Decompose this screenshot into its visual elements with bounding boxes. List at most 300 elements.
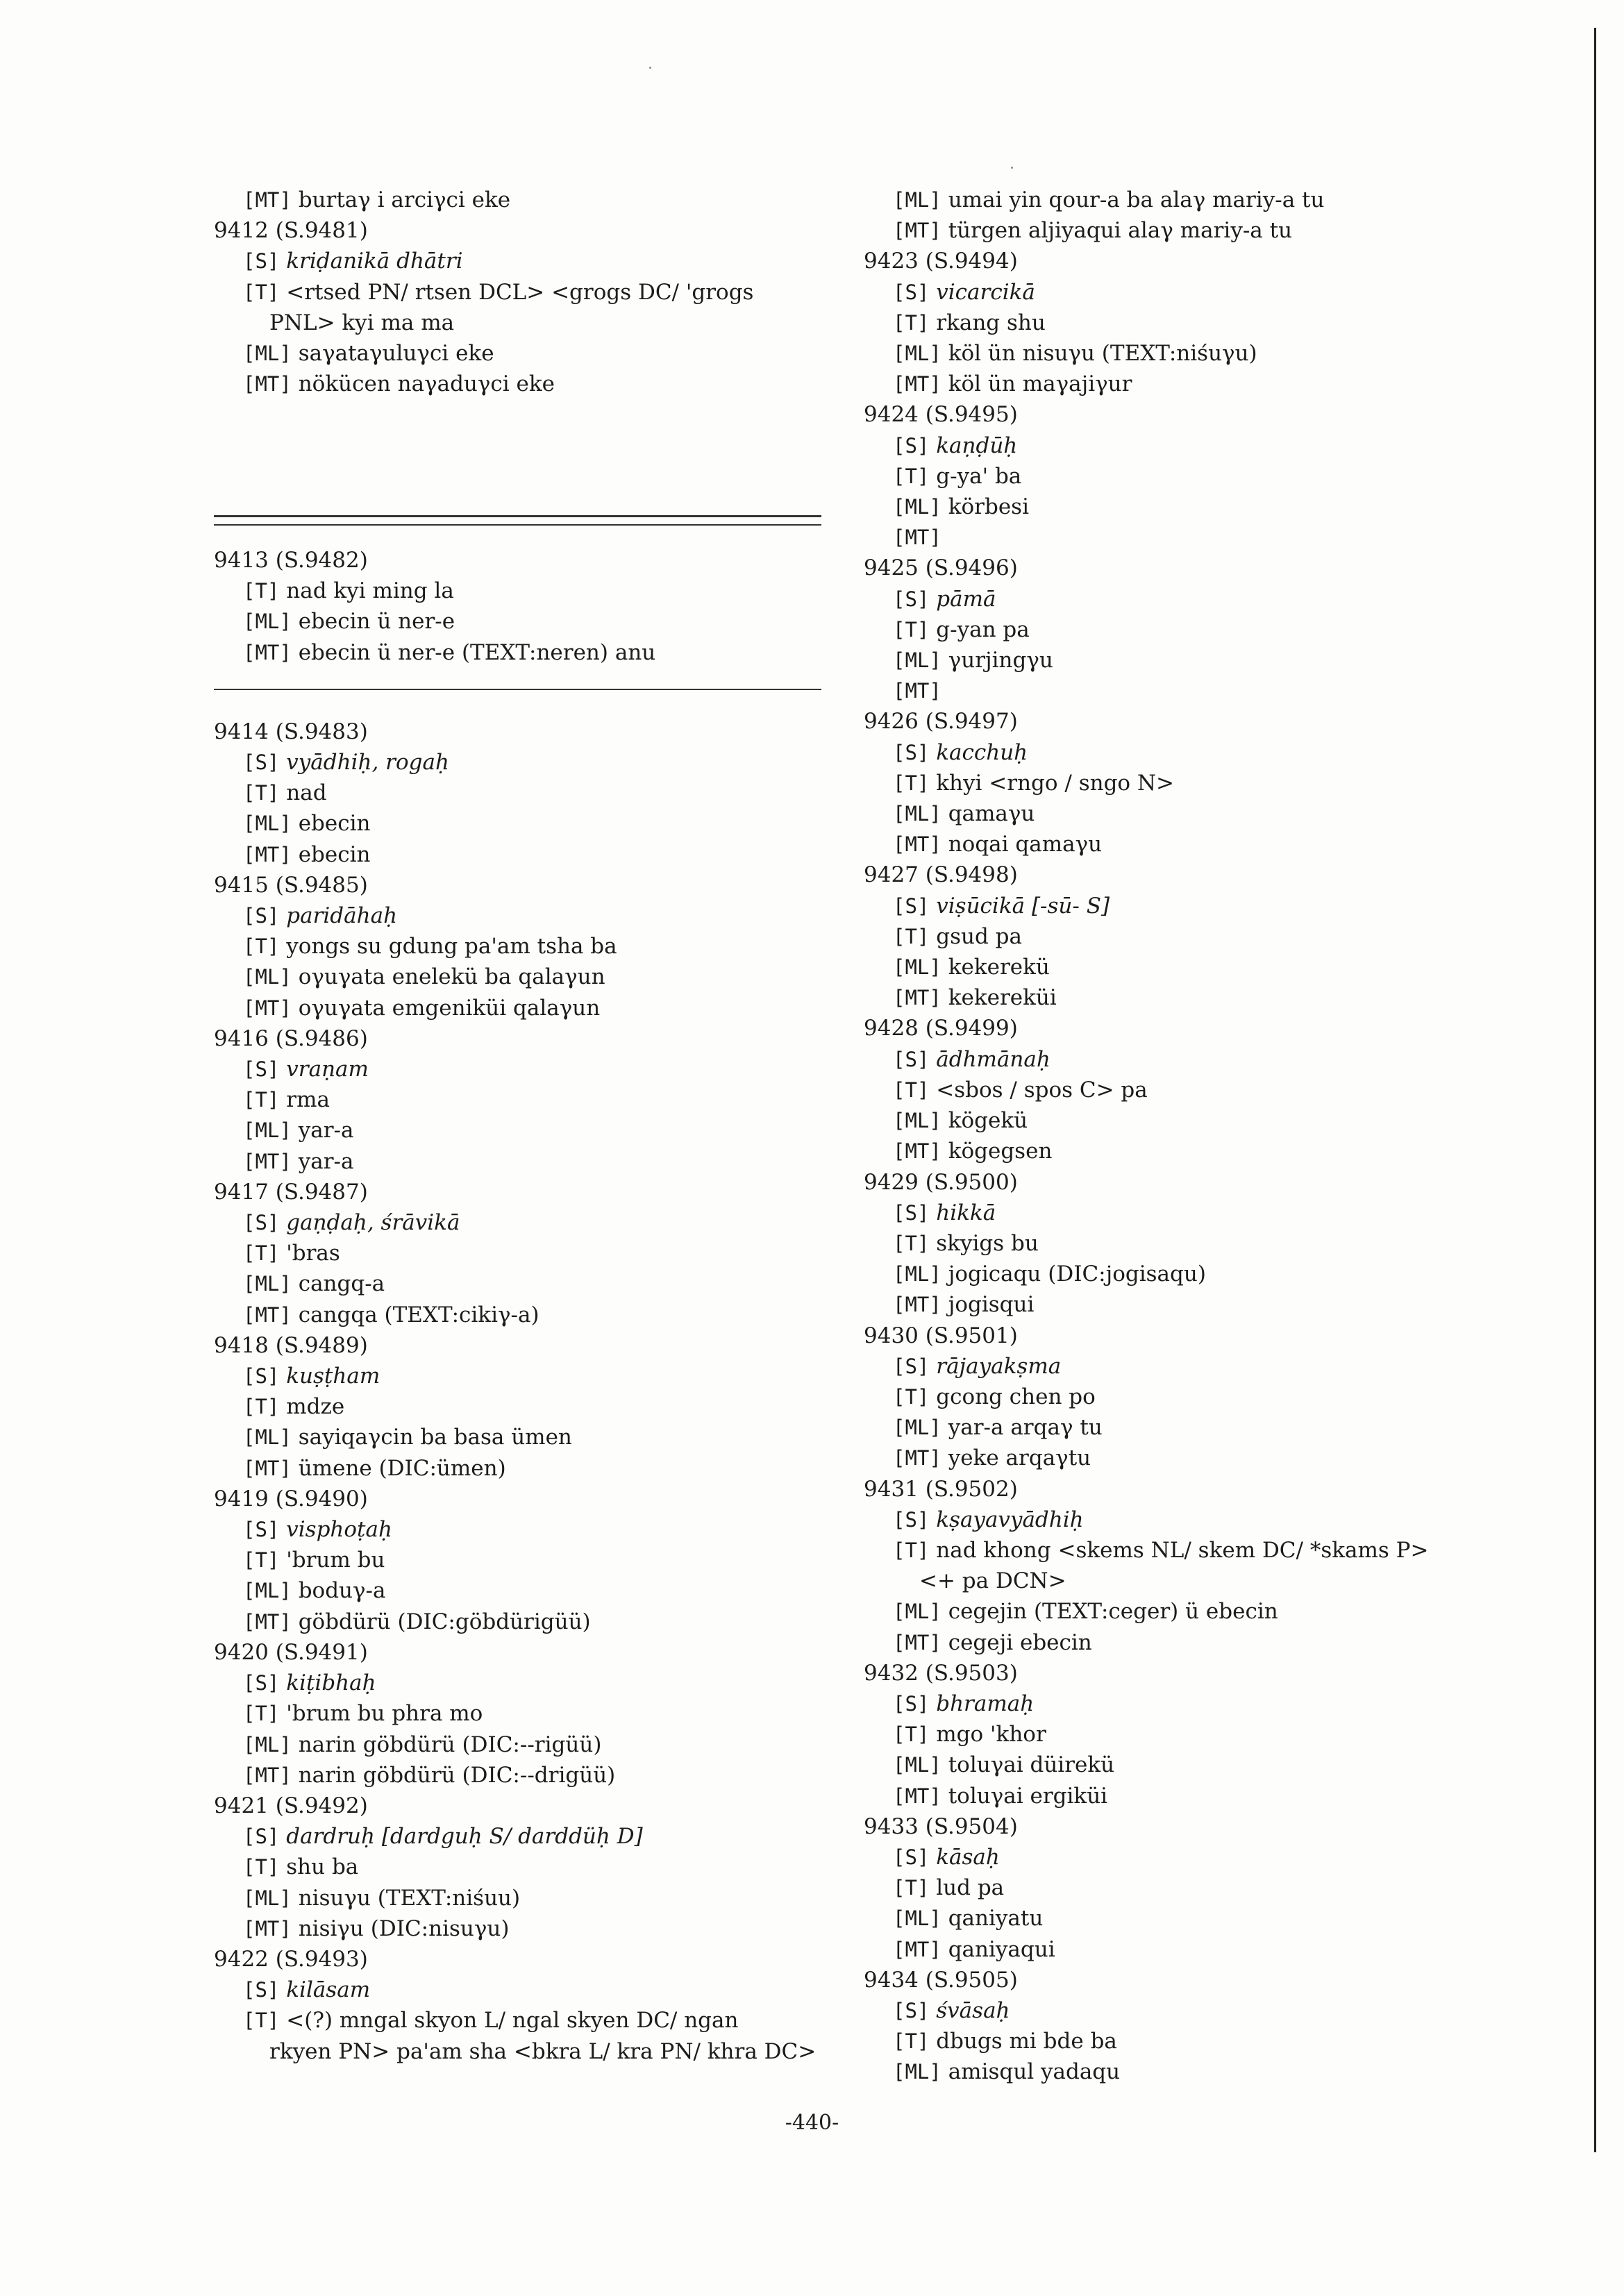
entry-line bbox=[214, 1760, 825, 1791]
entry-text: saγataγuluγci eke bbox=[298, 341, 494, 367]
single-rule bbox=[214, 689, 821, 690]
language-tag: [ML] bbox=[243, 965, 292, 989]
entry-line bbox=[214, 2036, 825, 2067]
language-tag: [S] bbox=[893, 433, 930, 458]
entry-text: yar-a bbox=[298, 1118, 354, 1143]
language-tag: [T] bbox=[243, 1088, 280, 1112]
entry-text: 9416 (S.9486) bbox=[214, 1025, 368, 1051]
language-tag: [MT] bbox=[243, 1456, 292, 1480]
entry-number bbox=[864, 1811, 1502, 1842]
entry-text: 9419 (S.9490) bbox=[214, 1486, 368, 1511]
entry-text: vyādhiḥ, rogaḥ bbox=[286, 750, 449, 775]
entry-line bbox=[214, 246, 825, 276]
entry-text: <rtsed PN/ rtsen DCL> <grogs DC/ 'grogs bbox=[286, 279, 754, 305]
entry-text: oγuγata emgeniküi qalaγun bbox=[298, 995, 601, 1021]
entry-text: <sbos / spos C> pa bbox=[936, 1077, 1148, 1103]
entry-text: kuṣṭham bbox=[286, 1364, 380, 1389]
entry-line bbox=[864, 430, 1502, 461]
language-tag: [ML] bbox=[893, 1416, 941, 1440]
language-tag: [T] bbox=[243, 781, 280, 805]
language-tag: [ML] bbox=[243, 1272, 292, 1296]
language-tag: [ML] bbox=[243, 610, 292, 634]
entry-line bbox=[864, 2056, 1502, 2087]
entry-number bbox=[214, 1484, 825, 1514]
entry-text: cegeji ebecin bbox=[948, 1629, 1092, 1655]
entry-line bbox=[864, 1995, 1502, 2026]
entry-text: kilāsam bbox=[286, 1977, 371, 2003]
entry-text: g-yan pa bbox=[936, 617, 1030, 642]
blank-line bbox=[214, 399, 825, 430]
entry-line bbox=[214, 1668, 825, 1698]
entry-line bbox=[214, 1300, 825, 1330]
entry-line bbox=[214, 1238, 825, 1268]
language-tag: [ML] bbox=[893, 1907, 941, 1931]
entry-line bbox=[214, 1084, 825, 1115]
entry-text: yar-a arqaγ tu bbox=[948, 1415, 1103, 1441]
language-tag: [S] bbox=[893, 1200, 930, 1225]
entry-line bbox=[864, 645, 1502, 676]
entry-text: sayiqaγcin ba basa ümen bbox=[298, 1425, 572, 1450]
blank-line bbox=[214, 461, 825, 492]
entry-text: ebecin bbox=[298, 841, 371, 867]
entry-text: qaniyatu bbox=[948, 1906, 1044, 1932]
entry-text: shu ba bbox=[286, 1854, 359, 1880]
entry-line bbox=[214, 1975, 825, 2005]
entry-line bbox=[214, 1913, 825, 1944]
entry-number bbox=[214, 215, 825, 246]
entry-line bbox=[864, 1535, 1502, 1566]
language-tag: [ML] bbox=[893, 342, 941, 366]
language-tag: [MT] bbox=[243, 1149, 292, 1173]
entry-text: pāmā bbox=[936, 586, 996, 612]
entry-text: 'brum bu phra mo bbox=[286, 1701, 483, 1727]
entry-text: 9431 (S.9502) bbox=[864, 1476, 1018, 1502]
entry-text: toluγai ergiküi bbox=[948, 1783, 1108, 1809]
entry-line bbox=[864, 1351, 1502, 1382]
entry-text: 9434 (S.9505) bbox=[864, 1967, 1018, 1993]
entry-text: 9424 (S.9495) bbox=[864, 402, 1018, 428]
entry-text: nad kyi ming la bbox=[286, 578, 454, 604]
language-tag: [ML] bbox=[893, 1262, 941, 1287]
entry-number bbox=[864, 860, 1502, 890]
entry-text: rkyen PN> pa'am sha <bkra L/ kra PN/ khra DC> bbox=[269, 2038, 817, 2064]
entry-number bbox=[214, 1791, 825, 1821]
entry-line bbox=[864, 1719, 1502, 1750]
entry-text: amisqul yadaqu bbox=[948, 2059, 1121, 2085]
entry-text: 9415 (S.9485) bbox=[214, 872, 368, 898]
entry-number bbox=[864, 1167, 1502, 1198]
language-tag: [ML] bbox=[243, 1118, 292, 1143]
entry-line bbox=[864, 798, 1502, 829]
language-tag: [T] bbox=[243, 1548, 280, 1573]
entry-line bbox=[214, 931, 825, 962]
entry-line bbox=[864, 1412, 1502, 1443]
language-tag: [T] bbox=[893, 1876, 930, 1900]
entry-text: g-ya' ba bbox=[936, 463, 1022, 489]
entry-number bbox=[214, 870, 825, 900]
entry-text: 9414 (S.9483) bbox=[214, 719, 368, 744]
entry-line bbox=[214, 2005, 825, 2036]
scan-speck bbox=[1011, 167, 1013, 169]
entry-text: kekerekü bbox=[948, 955, 1050, 980]
entry-text: körbesi bbox=[948, 494, 1029, 520]
entry-line bbox=[214, 1146, 825, 1177]
language-tag: [S] bbox=[243, 904, 280, 928]
entry-text: umai yin qour-a ba alaγ mariy-a tu bbox=[948, 187, 1325, 212]
language-tag: [S] bbox=[243, 1518, 280, 1542]
entry-line bbox=[864, 1382, 1502, 1412]
entry-number bbox=[864, 1658, 1502, 1689]
entry-line bbox=[214, 993, 825, 1023]
language-tag: [ML] bbox=[893, 1600, 941, 1624]
entry-text: śvāsaḥ bbox=[936, 1997, 1010, 2023]
language-tag: [S] bbox=[243, 249, 280, 274]
entry-text: 9417 (S.9487) bbox=[214, 1179, 368, 1205]
entry-line bbox=[864, 952, 1502, 982]
entry-line bbox=[214, 576, 825, 606]
entry-text: türgen aljiyaqui alaγ mariy-a tu bbox=[948, 218, 1293, 244]
language-tag: [S] bbox=[243, 1978, 280, 2002]
language-tag: [MT] bbox=[893, 1446, 941, 1470]
page-number: -440- bbox=[785, 2111, 839, 2135]
entry-text: nöküсen naγaduγci eke bbox=[298, 371, 555, 397]
right-column bbox=[864, 185, 1502, 2088]
language-tag: [T] bbox=[243, 1855, 280, 1879]
entry-line bbox=[214, 1453, 825, 1484]
language-tag: [MT] bbox=[243, 1302, 292, 1327]
entry-text: 9429 (S.9500) bbox=[864, 1169, 1018, 1195]
entry-text: dbugs mi bde ba bbox=[936, 2029, 1117, 2054]
entry-number bbox=[214, 717, 825, 747]
entry-number bbox=[214, 1637, 825, 1668]
entry-text: rkang shu bbox=[936, 310, 1046, 335]
entry-line bbox=[214, 1821, 825, 1852]
entry-text: köl ün nisuγu (TEXT:niśuγu) bbox=[948, 341, 1257, 367]
entry-line bbox=[864, 492, 1502, 522]
entry-text: nisuγu (TEXT:niśuu) bbox=[298, 1885, 521, 1911]
language-tag: [ML] bbox=[893, 802, 941, 826]
entry-text: 9420 (S.9491) bbox=[214, 1639, 368, 1665]
entry-number bbox=[864, 1013, 1502, 1044]
entry-text: 9432 (S.9503) bbox=[864, 1660, 1018, 1686]
language-tag: [MT] bbox=[243, 1916, 292, 1941]
entry-text: oγuγata enelekü ba qalaγun bbox=[298, 964, 605, 990]
language-tag: [S] bbox=[243, 1211, 280, 1235]
language-tag: [ML] bbox=[893, 188, 941, 212]
entry-line bbox=[864, 1596, 1502, 1627]
entry-number bbox=[864, 1321, 1502, 1351]
entry-text: <(?) mngal skyon L/ ngal skyen DC/ ngan bbox=[286, 2008, 739, 2034]
language-tag: [ML] bbox=[243, 1732, 292, 1757]
language-tag: [T] bbox=[893, 924, 930, 948]
language-tag: [ML] bbox=[893, 648, 941, 673]
entry-line bbox=[214, 185, 825, 215]
entry-text: khyi <rngo / sngo N> bbox=[936, 770, 1175, 796]
entry-line bbox=[214, 1422, 825, 1452]
entry-line bbox=[864, 1566, 1502, 1596]
entry-text: cegejin (TEXT:ceger) ü ebecin bbox=[948, 1599, 1278, 1625]
entry-text: jogicaqu (DIC:jogisaqu) bbox=[948, 1262, 1206, 1287]
language-tag: [T] bbox=[243, 1241, 280, 1266]
entry-text: mgo 'khor bbox=[936, 1722, 1046, 1748]
language-tag: [MT] bbox=[893, 219, 941, 243]
entry-line bbox=[864, 1627, 1502, 1658]
entry-text: burtaγ i arciγci eke bbox=[298, 187, 511, 212]
entry-text: vicarcikā bbox=[936, 279, 1035, 305]
language-tag: [MT] bbox=[243, 188, 292, 212]
entry-line bbox=[214, 1054, 825, 1084]
blank-line bbox=[214, 430, 825, 461]
language-tag: [MT] bbox=[243, 996, 292, 1020]
entry-line bbox=[214, 839, 825, 870]
language-tag: [T] bbox=[243, 280, 280, 304]
left-column bbox=[214, 185, 825, 2067]
language-tag: [MT] bbox=[893, 526, 941, 550]
entry-text: ādhmānaḥ bbox=[936, 1046, 1050, 1072]
language-tag: [S] bbox=[893, 1691, 930, 1716]
entry-text: köl ün maγajiγur bbox=[948, 371, 1132, 397]
entry-text: nad bbox=[286, 780, 327, 806]
language-tag: [S] bbox=[893, 894, 930, 918]
language-tag: [T] bbox=[893, 1538, 930, 1562]
language-tag: [ML] bbox=[243, 1886, 292, 1910]
entry-line bbox=[214, 1514, 825, 1545]
language-tag: [MT] bbox=[893, 1293, 941, 1317]
language-tag: [S] bbox=[243, 1671, 280, 1695]
entry-text: kögekü bbox=[948, 1108, 1028, 1134]
entry-line bbox=[214, 1207, 825, 1238]
entry-text: yeke arqaγtu bbox=[948, 1446, 1091, 1471]
entry-text: kekereküi bbox=[948, 985, 1057, 1011]
entry-line bbox=[214, 962, 825, 992]
language-tag: [T] bbox=[893, 464, 930, 488]
entry-number bbox=[214, 1177, 825, 1207]
entry-line bbox=[864, 2026, 1502, 2056]
entry-line bbox=[214, 1391, 825, 1422]
language-tag: [S] bbox=[243, 751, 280, 774]
entry-number bbox=[864, 1474, 1502, 1505]
entry-text: kiṭibhaḥ bbox=[286, 1670, 376, 1696]
entry-line bbox=[214, 308, 825, 338]
entry-text: ebecin ü ner-e bbox=[298, 609, 455, 635]
entry-line bbox=[214, 1575, 825, 1606]
entry-line bbox=[864, 308, 1502, 338]
entry-text: gcong chen po bbox=[936, 1384, 1096, 1409]
entry-text: cangqa (TEXT:cikiγ-a) bbox=[298, 1302, 539, 1327]
entry-text: 9433 (S.9504) bbox=[864, 1813, 1018, 1839]
entry-text: bhramaḥ bbox=[936, 1691, 1035, 1716]
entry-text: rma bbox=[286, 1087, 330, 1113]
entry-text: kāsaḥ bbox=[936, 1844, 1000, 1870]
double-rule bbox=[214, 515, 821, 526]
entry-line bbox=[864, 1903, 1502, 1934]
language-tag: [T] bbox=[243, 579, 280, 603]
entry-line bbox=[864, 1872, 1502, 1903]
language-tag: [T] bbox=[893, 1078, 930, 1102]
entry-line bbox=[864, 584, 1502, 614]
language-tag: [S] bbox=[893, 1845, 930, 1869]
language-tag: [ML] bbox=[893, 955, 941, 980]
language-tag: [ML] bbox=[243, 1425, 292, 1450]
entry-text: qamaγu bbox=[948, 801, 1035, 827]
entry-text: qaniyaqui bbox=[948, 1936, 1055, 1962]
language-tag: [MT] bbox=[893, 986, 941, 1010]
entry-text: noqai qamaγu bbox=[948, 832, 1103, 857]
entry-text: nad khong <skems NL/ skem DC/ *skams P> bbox=[936, 1537, 1429, 1563]
language-tag: [S] bbox=[243, 1057, 280, 1082]
entry-line bbox=[214, 606, 825, 637]
language-tag: [MT] bbox=[893, 1630, 941, 1654]
entry-line bbox=[214, 1607, 825, 1637]
entry-line bbox=[864, 921, 1502, 952]
entry-text: narin göbdürü (DIC:--drigüü) bbox=[298, 1762, 616, 1788]
language-tag: [MT] bbox=[893, 372, 941, 396]
entry-line bbox=[864, 1934, 1502, 1965]
language-tag: [ML] bbox=[893, 495, 941, 519]
entry-line bbox=[864, 277, 1502, 308]
entry-text: 9426 (S.9497) bbox=[864, 709, 1018, 735]
entry-text: boduγ-a bbox=[298, 1578, 386, 1604]
entry-number bbox=[864, 553, 1502, 583]
entry-line bbox=[214, 338, 825, 369]
entry-line bbox=[214, 1883, 825, 1913]
entry-text: jogisqui bbox=[948, 1292, 1035, 1318]
entry-text: narin göbdürü (DIC:--rigüü) bbox=[298, 1732, 602, 1757]
entry-text: 9418 (S.9489) bbox=[214, 1332, 368, 1358]
entry-text: 'bras bbox=[286, 1241, 340, 1266]
entry-text: kacchuḥ bbox=[936, 739, 1028, 765]
entry-line bbox=[214, 1852, 825, 1882]
entry-text: 9423 (S.9494) bbox=[864, 249, 1018, 274]
entry-line bbox=[214, 1698, 825, 1729]
entry-line bbox=[864, 369, 1502, 399]
entry-line bbox=[864, 1105, 1502, 1136]
entry-text: dardruḥ [dardguḥ S/ darddüḥ D] bbox=[286, 1824, 643, 1850]
language-tag: [T] bbox=[893, 1384, 930, 1409]
entry-line bbox=[864, 1505, 1502, 1535]
entry-line bbox=[864, 1198, 1502, 1228]
language-tag: [S] bbox=[893, 1998, 930, 2022]
language-tag: [S] bbox=[893, 1047, 930, 1071]
language-tag: [S] bbox=[243, 1364, 280, 1389]
entry-text: mdze bbox=[286, 1394, 345, 1420]
entry-number bbox=[214, 1023, 825, 1054]
entry-line bbox=[864, 1689, 1502, 1719]
entry-line bbox=[214, 1115, 825, 1146]
language-tag: [S] bbox=[243, 1825, 280, 1849]
language-tag: [S] bbox=[893, 1354, 930, 1378]
entry-text: 9430 (S.9501) bbox=[864, 1323, 1018, 1348]
language-tag: [MT] bbox=[243, 842, 292, 866]
language-tag: [MT] bbox=[893, 1937, 941, 1961]
entry-text: rājayakṣma bbox=[936, 1353, 1062, 1379]
entry-text: vraṇam bbox=[286, 1057, 369, 1082]
entry-text: hikkā bbox=[936, 1200, 996, 1225]
entry-text: yongs su gdung pa'am tsha ba bbox=[286, 934, 617, 960]
entry-line bbox=[864, 522, 1502, 553]
entry-text: gaṇḍaḥ, śrāvikā bbox=[286, 1210, 460, 1236]
language-tag: [MT] bbox=[893, 679, 941, 703]
language-tag: [MT] bbox=[243, 1763, 292, 1787]
entry-number bbox=[214, 1944, 825, 1975]
entry-line bbox=[864, 1842, 1502, 1872]
language-tag: [ML] bbox=[243, 1579, 292, 1603]
entry-text: kaṇḍūḥ bbox=[936, 433, 1018, 458]
entry-number bbox=[214, 1330, 825, 1361]
entry-line bbox=[864, 1443, 1502, 1473]
entry-text: ebecin ü ner-e (TEXT:neren) anu bbox=[298, 639, 656, 665]
entry-number bbox=[864, 706, 1502, 737]
language-tag: [T] bbox=[893, 1723, 930, 1747]
entry-line bbox=[864, 1750, 1502, 1780]
entry-text: yar-a bbox=[298, 1148, 354, 1174]
entry-text: kögegsen bbox=[948, 1139, 1053, 1164]
language-tag: [S] bbox=[893, 740, 930, 764]
entry-text: kriḍanikā dhātri bbox=[286, 249, 463, 274]
margin-rule bbox=[1594, 28, 1596, 2152]
entry-number bbox=[864, 246, 1502, 276]
language-tag: [MT] bbox=[893, 1139, 941, 1164]
language-tag: [S] bbox=[893, 587, 930, 611]
language-tag: [MT] bbox=[243, 640, 292, 664]
entry-line bbox=[864, 1228, 1502, 1259]
entry-line bbox=[864, 338, 1502, 369]
entry-text: PNL> kyi ma ma bbox=[269, 310, 455, 335]
language-tag: [T] bbox=[243, 1702, 280, 1726]
entry-line bbox=[864, 185, 1502, 215]
entry-text: kṣayavyādhiḥ bbox=[936, 1507, 1084, 1532]
language-tag: [T] bbox=[243, 2009, 280, 2033]
entry-line bbox=[214, 778, 825, 808]
entry-text: 'brum bu bbox=[286, 1548, 385, 1573]
entry-text: toluγai düirekü bbox=[948, 1752, 1115, 1778]
entry-text: ümene (DIC:ümen) bbox=[298, 1455, 506, 1481]
entry-line bbox=[864, 461, 1502, 492]
language-tag: [ML] bbox=[243, 812, 292, 836]
language-tag: [S] bbox=[893, 280, 930, 304]
entry-number bbox=[214, 545, 825, 576]
entry-text: 9422 (S.9493) bbox=[214, 1946, 368, 1972]
entry-text: gsud pa bbox=[936, 923, 1022, 949]
entry-line bbox=[864, 215, 1502, 246]
entry-line bbox=[864, 1075, 1502, 1105]
entry-text: ebecin bbox=[298, 811, 371, 837]
language-tag: [T] bbox=[893, 617, 930, 642]
entry-line bbox=[864, 982, 1502, 1013]
entry-line bbox=[864, 1136, 1502, 1166]
entry-line bbox=[864, 1781, 1502, 1811]
entry-line bbox=[864, 737, 1502, 768]
language-tag: [T] bbox=[893, 1231, 930, 1255]
language-tag: [S] bbox=[893, 1507, 930, 1532]
scan-speck bbox=[649, 67, 651, 69]
entry-line bbox=[214, 747, 825, 778]
language-tag: [MT] bbox=[243, 1609, 292, 1634]
entry-text: viṣūcikā [-sū- S] bbox=[936, 893, 1110, 919]
language-tag: [T] bbox=[893, 771, 930, 795]
entry-line bbox=[214, 369, 825, 399]
entry-number bbox=[864, 399, 1502, 430]
entry-line bbox=[214, 1545, 825, 1575]
entry-line bbox=[864, 1259, 1502, 1289]
entry-number bbox=[864, 1965, 1502, 1995]
entry-text: 9427 (S.9498) bbox=[864, 862, 1018, 888]
entry-line bbox=[214, 637, 825, 668]
entry-text: 9428 (S.9499) bbox=[864, 1016, 1018, 1041]
entry-text: cangq-a bbox=[298, 1271, 385, 1297]
entry-text: 9421 (S.9492) bbox=[214, 1793, 368, 1818]
language-tag: [MT] bbox=[893, 832, 941, 857]
